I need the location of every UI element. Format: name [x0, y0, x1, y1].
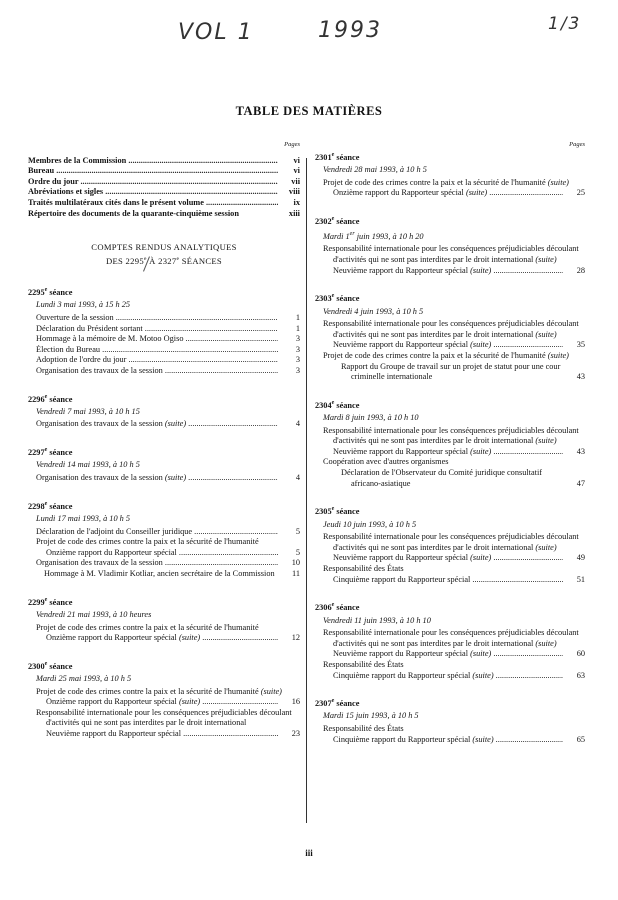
toc-entry[interactable]: Organisation des travaux de la session (suite) ..... 4: [28, 473, 300, 484]
toc-entry[interactable]: Déclaration de l'adjoint du Conseiller juridique ..... 5: [28, 527, 300, 538]
toc-entry[interactable]: Hommage à la mémoire de M. Motoo Ogiso ..... 3: [28, 334, 300, 345]
toc-topic: Projet de code des crimes contre la paix et la sécurité de l'humanité: [36, 537, 259, 547]
seance-date: Lundi 17 mai 1993, à 10 h 5: [36, 513, 131, 523]
seance-heading: 2299e séance: [28, 596, 73, 607]
toc-topic: Responsabilité des États: [323, 564, 404, 573]
toc-entry[interactable]: Déclaration du Président sortant ..... 1: [28, 324, 300, 335]
seance-heading: 2295e séance: [28, 287, 73, 297]
front-matter-list: [28, 156, 300, 220]
handwritten-volume-note: VOL 1: [178, 20, 254, 45]
seance-date: Jeudi 10 juin 1993, à 10 h 5: [323, 519, 417, 529]
seance-date: Vendredi 28 mai 1993, à 10 h 5: [323, 164, 427, 174]
seance-heading: 2296e séance: [28, 393, 73, 404]
toc-entry[interactable]: Abréviations et sigles ..... viii: [28, 187, 300, 198]
seance-date: Vendredi 4 juin 1993, à 10 h 5: [323, 306, 424, 316]
toc-entry[interactable]: Cinquième rapport du Rapporteur spécial ..... 51: [315, 575, 585, 586]
toc-entry[interactable]: Neuvième rapport du Rapporteur spécial (suite) ..... 35: [315, 340, 585, 351]
toc-entry[interactable]: Bureau ..... vi: [28, 166, 300, 177]
toc-topic: Coopération avec d'autres organismes: [323, 457, 449, 467]
seance-heading: 2307e séance: [315, 698, 360, 708]
toc-topic: Projet de code des crimes contre la paix et la sécurité de l'humanité (suite): [323, 177, 569, 187]
toc-entry[interactable]: Rapport du Groupe de travail sur un projet de statut pour une cour criminelle internationale 43: [341, 361, 585, 382]
toc-topic: Responsabilité internationale pour les conséquences préjudiciables découlant d'activités qui ne sont pas interdites par le droit international (suite): [323, 532, 579, 552]
seance-date: Mardi 15 juin 1993, à 10 h 5: [323, 711, 419, 721]
section-heading: COMPTES RENDUS ANALYTIQUES DES 2295e À 2327e SÉANCES: [91, 242, 237, 267]
pages-header: Pages: [569, 141, 585, 148]
toc-entry[interactable]: Neuvième rapport du Rapporteur spécial (suite) ..... 43: [315, 447, 585, 458]
toc-entry[interactable]: Répertoire des documents de la quarante-cinquième session xiii: [28, 208, 300, 218]
toc-entry[interactable]: Élection du Bureau ..... 3: [28, 345, 300, 356]
handwritten-corner-note: 1/3: [548, 14, 582, 34]
seance-date: Vendredi 21 mai 1993, à 10 heures: [36, 609, 152, 619]
toc-left-column: [28, 140, 300, 740]
toc-entry[interactable]: Organisation des travaux de la session (suite) ..... 4: [28, 419, 300, 430]
toc-entry[interactable]: Cinquième rapport du Rapporteur spécial (suite) ..... 65: [315, 735, 585, 746]
toc-entry[interactable]: Cinquième rapport du Rapporteur spécial (suite) ..... 63: [315, 671, 585, 682]
toc-entry[interactable]: Membres de la Commission ..... vi: [28, 156, 300, 167]
toc-topic: Responsabilité des États: [323, 659, 404, 669]
toc-right-column: [315, 140, 585, 745]
seance-date: Mardi 8 juin 1993, à 10 h 10: [323, 413, 419, 423]
toc-topic: Projet de code des crimes contre la paix et la sécurité de l'humanité: [36, 622, 259, 632]
toc-entry[interactable]: Neuvième rapport du Rapporteur spécial (suite) ..... 49: [315, 553, 585, 564]
toc-entry[interactable]: Ordre du jour ..... vii: [28, 177, 300, 188]
seance-heading: 2305e séance: [315, 506, 360, 517]
toc-entry[interactable]: Hommage à M. Vladimir Kotliar, ancien secrétaire de la Commission 11: [44, 568, 300, 578]
seance-date: Mardi 1er juin 1993, à 10 h 20: [323, 231, 424, 241]
toc-entry[interactable]: Neuvième rapport du Rapporteur spécial (suite) ..... 60: [315, 649, 585, 660]
toc-topic: Projet de code des crimes contre la paix et la sécurité de l'humanité (suite): [323, 350, 569, 360]
seance-heading: 2303e séance: [315, 293, 360, 303]
toc-entry[interactable]: Onzième rapport du Rapporteur spécial (suite) ..... 16: [28, 697, 300, 708]
toc-topic: Responsabilité internationale pour les conséquences préjudiciables découlant d'activités qui ne sont pas interdites par le droit international (suite): [323, 244, 579, 265]
page-title: TABLE DES MATIÈRES: [235, 104, 383, 118]
toc-entry[interactable]: Organisation des travaux de la session ..... 3: [28, 366, 300, 377]
toc-entry[interactable]: Onzième rapport du Rapporteur spécial (suite) ..... 25: [315, 188, 585, 199]
toc-entry[interactable]: Ouverture de la session ..... 1: [28, 313, 300, 324]
seance-heading: 2306e séance: [315, 602, 360, 612]
seance-date: Lundi 3 mai 1993, à 15 h 25: [36, 300, 131, 310]
pages-header: Pages: [284, 141, 300, 148]
seance-date: Vendredi 7 mai 1993, à 10 h 15: [36, 406, 140, 416]
seance-date: Vendredi 14 mai 1993, à 10 h 5: [36, 460, 140, 470]
toc-entry[interactable]: Neuvième rapport du Rapporteur spécial (suite) ..... 28: [315, 266, 585, 277]
toc-entry[interactable]: Neuvième rapport du Rapporteur spécial ..... 23: [28, 729, 300, 740]
toc-entry[interactable]: Onzième rapport du Rapporteur spécial (suite) ..... 12: [28, 633, 300, 644]
toc-topic: Responsabilité des États: [323, 724, 404, 734]
handwritten-year-note: 1993: [318, 18, 382, 43]
toc-topic: Responsabilité internationale pour les conséquences préjudiciables découlant d'activités qui ne sont pas interdites par le droit international: [36, 707, 292, 728]
seance-date: Vendredi 11 juin 1993, à 10 h 10: [323, 615, 431, 625]
seance-heading: 2304e séance: [315, 399, 360, 410]
toc-entry[interactable]: Organisation des travaux de la session ..... 10: [28, 558, 300, 569]
page-number: iii: [305, 848, 313, 858]
toc-entry[interactable]: Onzième rapport du Rapporteur spécial ..... 5: [28, 548, 300, 559]
seance-heading: 2300e séance: [28, 660, 73, 671]
seance-heading: 2297e séance: [28, 447, 73, 457]
seance-date: Mardi 25 mai 1993, à 10 h 5: [36, 674, 132, 684]
toc-entry[interactable]: Traités multilatéraux cités dans le présent volume ..... ix: [28, 198, 300, 209]
column-divider: [306, 158, 307, 823]
toc-topic: Responsabilité internationale pour les conséquences préjudiciables découlant d'activités qui ne sont pas interdites par le droit international (suite): [323, 628, 579, 648]
toc-topic: Responsabilité internationale pour les conséquences préjudiciables découlant d'activités qui ne sont pas interdites par le droit international (suite): [323, 319, 579, 339]
toc-entry[interactable]: Adoption de l'ordre du jour ..... 3: [28, 355, 300, 366]
seance-heading: 2301e séance: [315, 151, 360, 162]
toc-entry[interactable]: Déclaration de l'Observateur du Comité juridique consultatif africano-asiatique 47: [341, 468, 585, 488]
toc-topic: Responsabilité internationale pour les conséquences préjudiciables découlant d'activités qui ne sont pas interdites par le droit international (suite): [323, 425, 579, 446]
toc-topic: Projet de code des crimes contre la paix et la sécurité de l'humanité (suite): [36, 686, 282, 696]
seance-heading: 2298e séance: [28, 500, 73, 511]
seance-heading: 2302e séance: [315, 215, 360, 226]
